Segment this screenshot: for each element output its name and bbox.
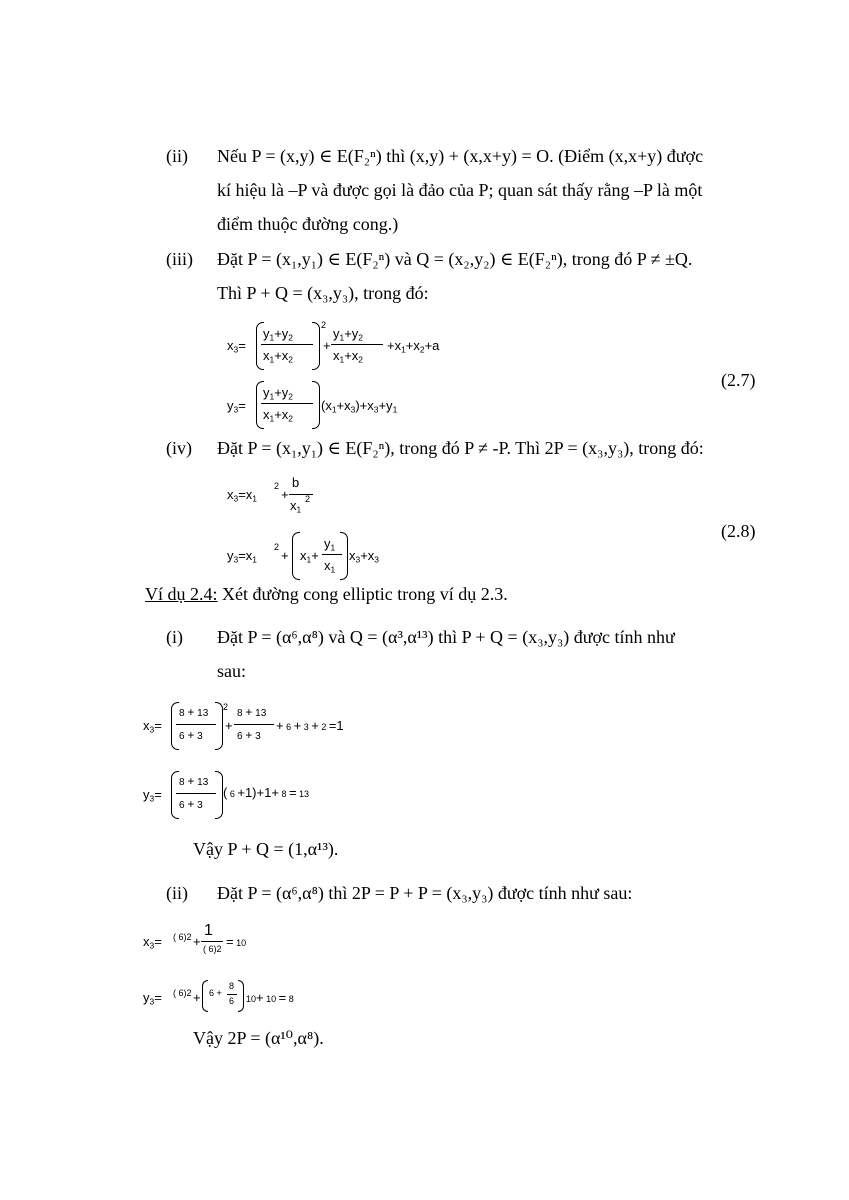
- example-ii-line-1: Đặt P = (α⁶,α⁸) thì 2P = P + P = (x₃,y₃) được tính như sau:: [217, 883, 633, 903]
- example-marker-ii: (ii): [166, 883, 188, 903]
- example-result-1: Vậy P + Q = (1,α¹³).: [193, 839, 339, 859]
- item-marker-iv: (iv): [166, 438, 192, 458]
- example-heading: [145, 583, 508, 605]
- item-iv-line-1: Đặt P = (x₁,y₁) ∈ E(F₂ⁿ), trong đó P ≠ -P. Thì 2P = (x₃,y₃), trong đó:: [217, 438, 704, 458]
- example-heading-text: Xét đường cong elliptic trong ví dụ 2.3.: [217, 584, 508, 604]
- item-iii-line-1: Đặt P = (x₁,y₁) ∈ E(F₂ⁿ) và Q = (x₂,y₂) ∈ E(F₂ⁿ), trong đó P ≠ ±Q.: [217, 249, 693, 269]
- equation-label-2-8: (2.8): [721, 521, 756, 541]
- item-marker-ii: (ii): [166, 146, 188, 166]
- example-result-2: Vậy 2P = (α¹⁰,α⁸).: [193, 1028, 324, 1048]
- example-marker-i: (i): [166, 627, 183, 647]
- item-marker-iii: (iii): [166, 249, 193, 269]
- item-ii-line-3: điểm thuộc đường cong.): [217, 214, 399, 234]
- example-i-line-1: Đặt P = (α⁶,α⁸) và Q = (α³,α¹³) thì P + Q = (x₃,y₃) được tính như: [217, 627, 675, 647]
- example-i-line-2: sau:: [217, 661, 246, 681]
- item-ii-line-1: Nếu P = (x,y) ∈ E(F₂ⁿ) thì (x,y) + (x,x+y) = O. (Điểm (x,x+y) được: [217, 146, 704, 166]
- item-iii-line-2: Thì P + Q = (x₃,y₃), trong đó:: [217, 283, 429, 303]
- example-heading-label: Ví dụ 2.4:: [145, 584, 218, 604]
- equation-label-2-7: (2.7): [721, 370, 756, 390]
- item-ii-line-2: kí hiệu là –P và được gọi là đảo của P; quan sát thấy rằng –P là một: [217, 180, 703, 200]
